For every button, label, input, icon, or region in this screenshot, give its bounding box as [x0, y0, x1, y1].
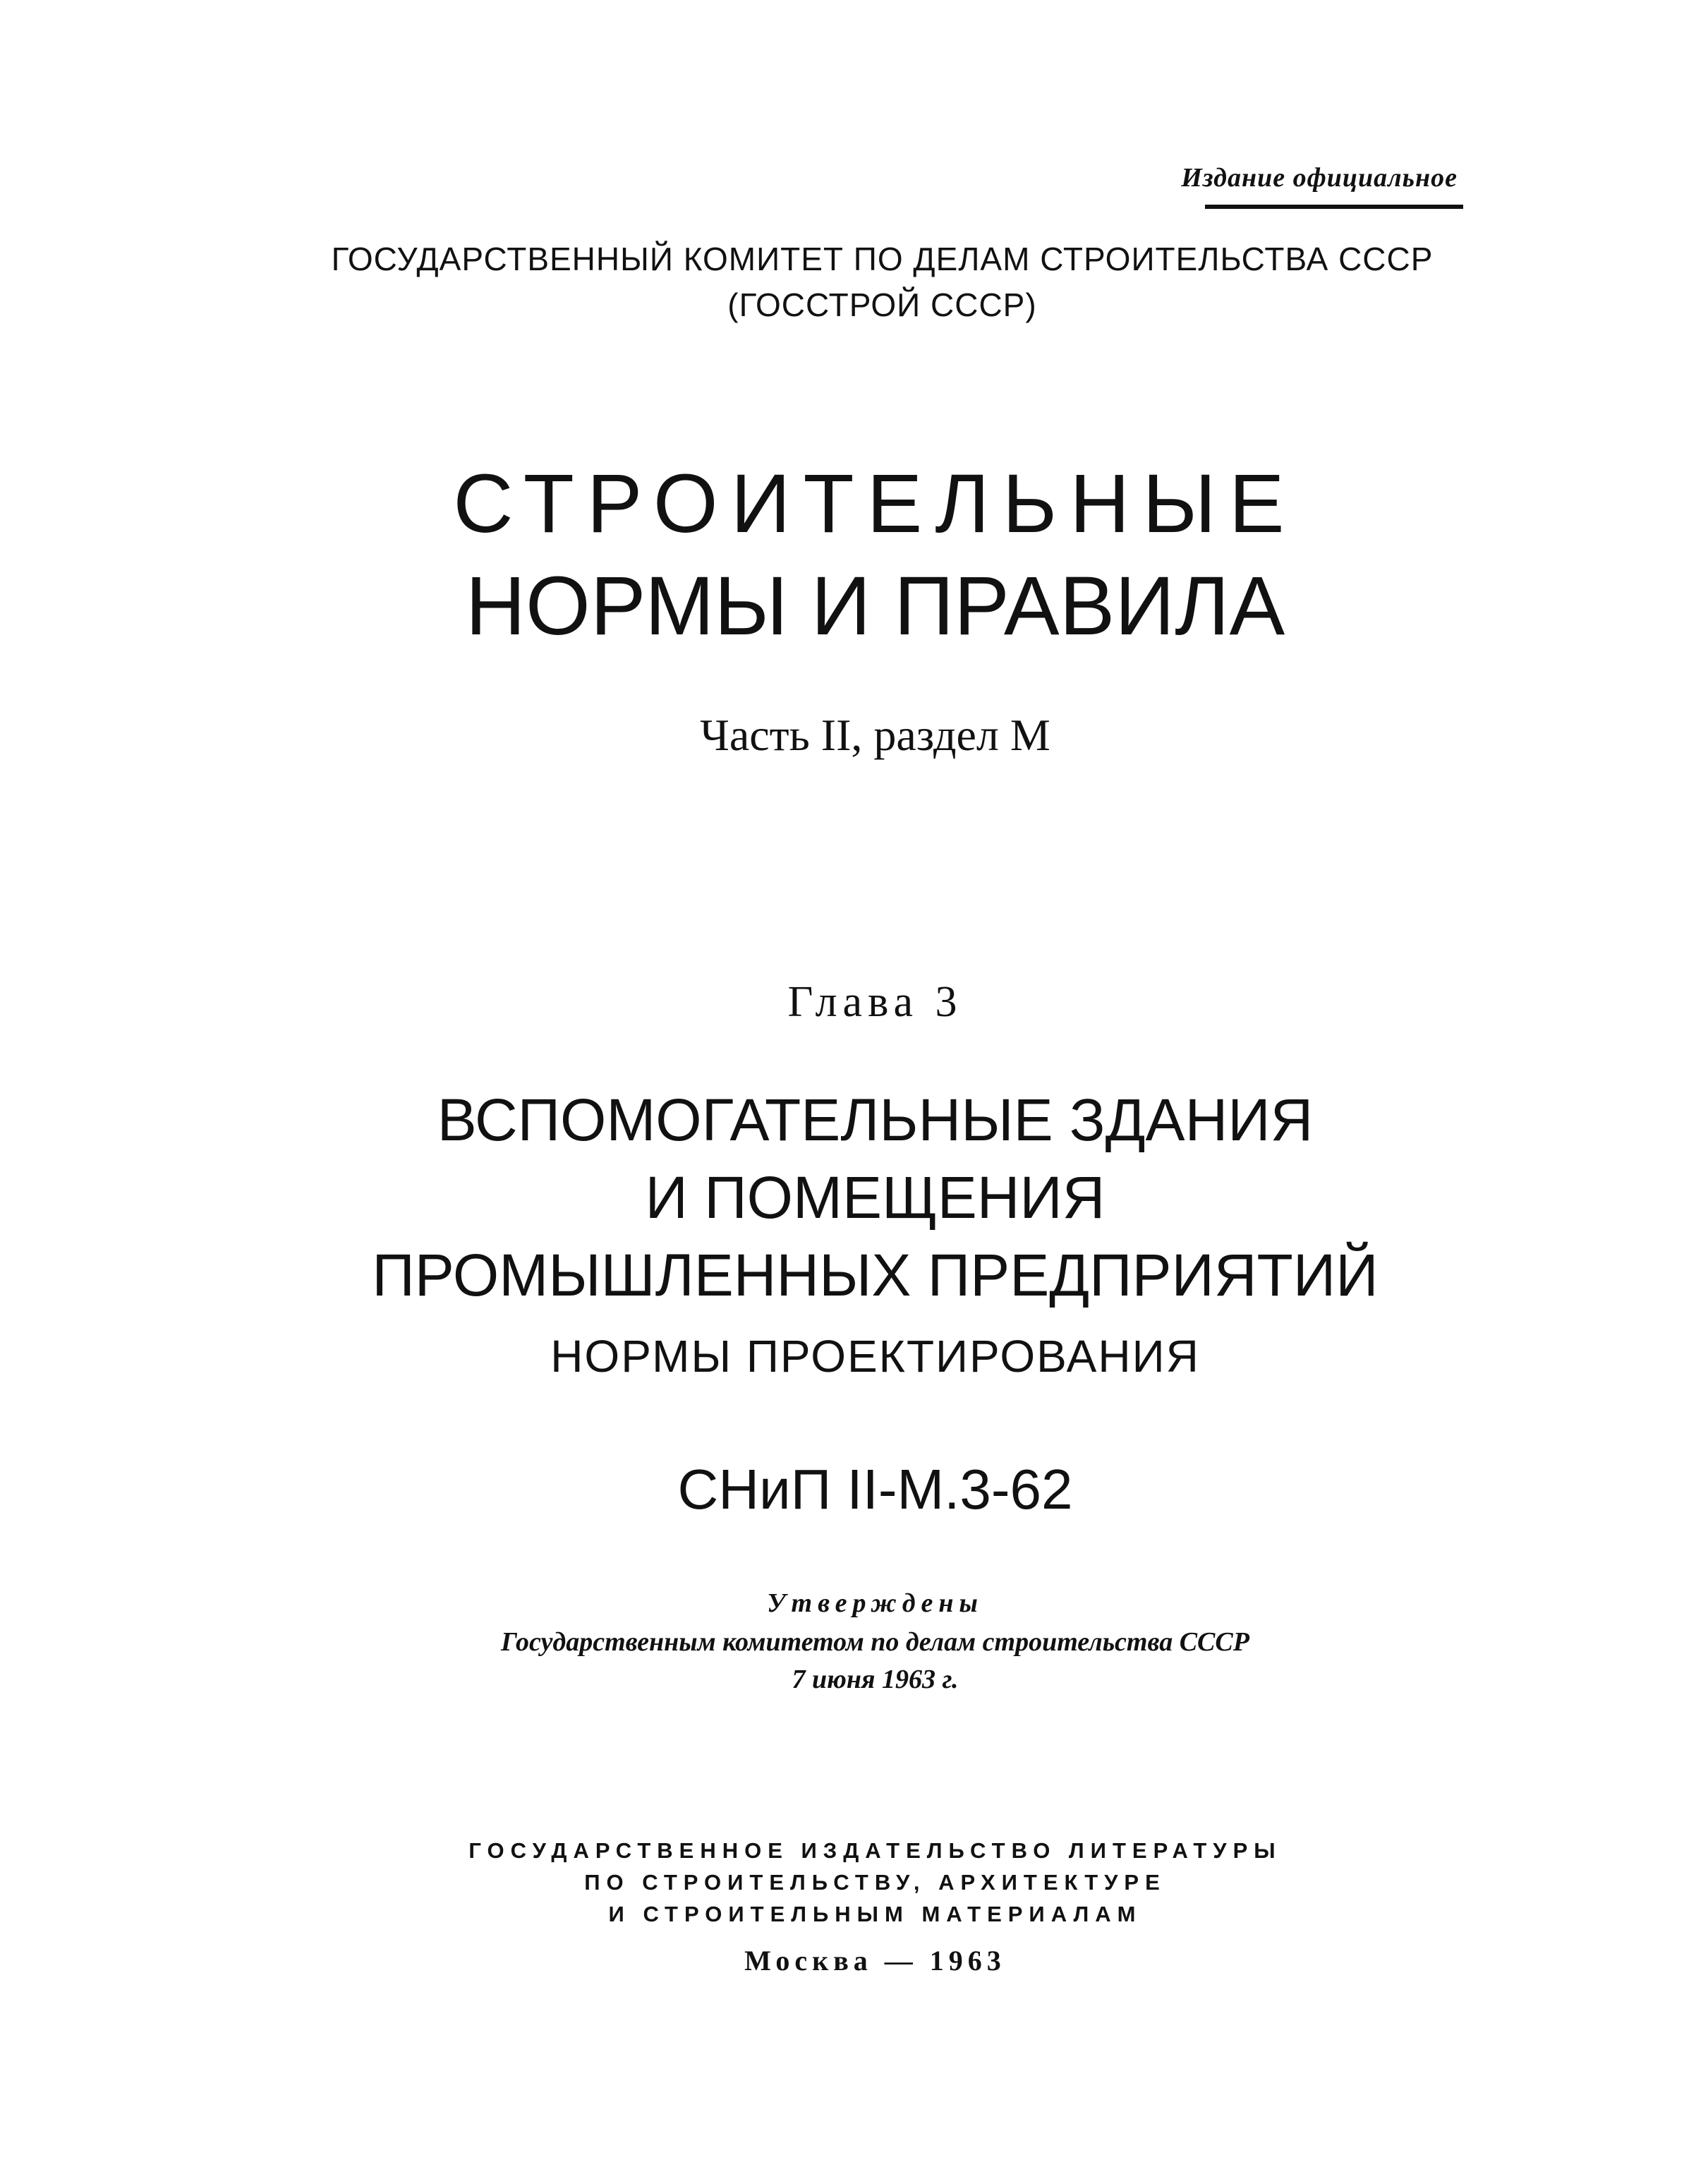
official-edition-underline	[1205, 205, 1463, 209]
approval-body: Государственным комитетом по делам строительства СССР	[501, 1627, 1249, 1657]
chapter-number: Глава 3	[787, 978, 963, 1026]
publisher-line-2: ПО СТРОИТЕЛЬСТВУ, АРХИТЕКТУРЕ	[584, 1870, 1166, 1895]
subject-line-1: ВСПОМОГАТЕЛЬНЫЕ ЗДАНИЯ	[437, 1087, 1314, 1153]
committee-name: ГОСУДАРСТВЕННЫЙ КОМИТЕТ ПО ДЕЛАМ СТРОИТЕЛЬСТВА СССР	[331, 241, 1434, 277]
part-section: Часть II, раздел М	[700, 710, 1050, 760]
official-edition-mark: Издание официальное	[1181, 163, 1458, 193]
committee-abbreviation: (ГОССТРОЙ СССР)	[727, 286, 1037, 323]
publisher-line-3: И СТРОИТЕЛЬНЫМ МАТЕРИАЛАМ	[608, 1902, 1142, 1926]
publisher-line-1: ГОСУДАРСТВЕННОЕ ИЗДАТЕЛЬСТВО ЛИТЕРАТУРЫ	[468, 1838, 1282, 1863]
approval-heading: Утверждены	[767, 1588, 983, 1618]
subject-line-3: ПРОМЫШЛЕННЫХ ПРЕДПРИЯТИЙ	[372, 1242, 1379, 1308]
approval-date: 7 июня 1963 г.	[792, 1665, 959, 1694]
title-line-2: НОРМЫ И ПРАВИЛА	[465, 560, 1285, 653]
publisher-city-year: Москва — 1963	[744, 1945, 1006, 1976]
subject-line-4: НОРМЫ ПРОЕКТИРОВАНИЯ	[550, 1331, 1200, 1382]
title-line-1: СТРОИТЕЛЬНЫЕ	[453, 457, 1297, 550]
subject-line-2: И ПОМЕЩЕНИЯ	[645, 1164, 1106, 1231]
document-code: СНиП II-М.3-62	[677, 1458, 1073, 1521]
